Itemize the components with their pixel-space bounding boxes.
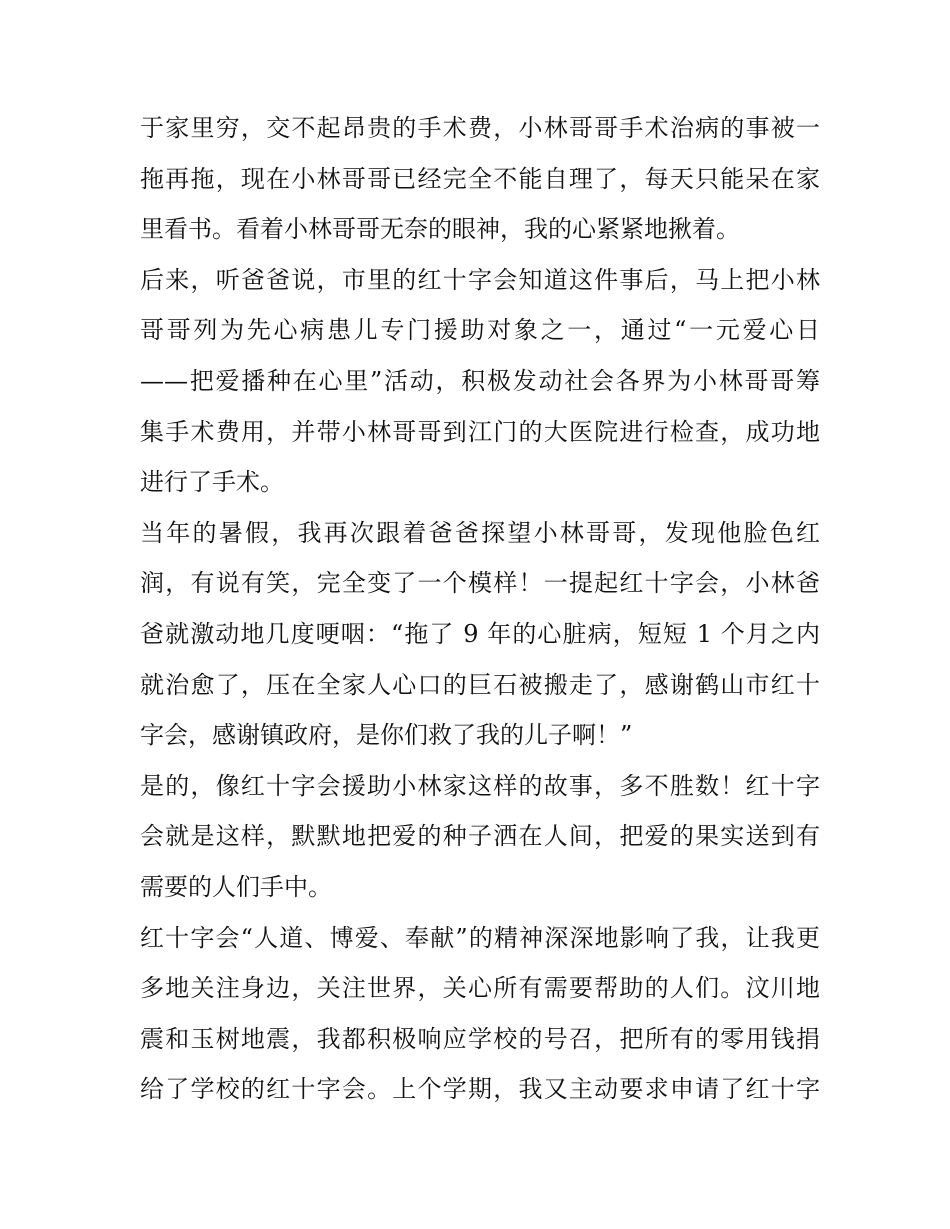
- text-line: 给了学校的红十字会。上个学期，我又主动要求申请了红十字: [140, 1075, 820, 1104]
- document-body: [140, 103, 820, 1115]
- text-line: 集手术费用，并带小林哥哥到江门的大医院进行检查，成功地: [140, 417, 820, 446]
- text-line: ——把爱播种在心里”活动，积极发动社会各界为小林哥哥筹: [140, 366, 820, 395]
- text-line: 就治愈了，压在全家人心口的巨石被搬走了，感谢鹤山市红十: [140, 670, 820, 699]
- text-line: 字会，感谢镇政府，是你们救了我的儿子啊！”: [140, 721, 633, 750]
- paragraph-4: [140, 761, 820, 913]
- paragraph-5: [140, 913, 820, 1115]
- text-line: 拖再拖，现在小林哥哥已经完全不能自理了，每天只能呆在家: [140, 164, 820, 193]
- text-line: 是的，像红十字会援助小林家这样的故事，多不胜数！红十字: [140, 771, 820, 800]
- text-line: 震和玉树地震，我都积极响应学校的号召，把所有的零用钱捐: [140, 1024, 820, 1053]
- paragraph-1: [140, 103, 820, 255]
- text-line: 需要的人们手中。: [140, 872, 332, 901]
- text-line: 当年的暑假，我再次跟着爸爸探望小林哥哥，发现他脸色红: [140, 518, 820, 547]
- paragraph-2: [140, 255, 820, 508]
- paragraph-3: [140, 508, 820, 761]
- text-line: 进行了手术。: [140, 468, 284, 497]
- text-line: 于家里穷，交不起昂贵的手术费，小林哥哥手术治病的事被一: [140, 114, 820, 142]
- text-line: 爸就激动地几度哽咽：“拖了 9 年的心脏病，短短 1 个月之内: [140, 619, 820, 648]
- text-line: 红十字会“人道、博爱、奉献”的精神深深地影响了我，让我更: [140, 923, 820, 952]
- text-line: 里看书。看着小林哥哥无奈的眼神，我的心紧紧地揪着。: [140, 215, 740, 244]
- text-line: 后来，听爸爸说，市里的红十字会知道这件事后，马上把小林: [140, 265, 820, 294]
- text-line: 哥哥列为先心病患儿专门援助对象之一，通过“一元爱心日: [140, 316, 820, 345]
- text-line: 会就是这样，默默地把爱的种子洒在人间，把爱的果实送到有: [140, 822, 820, 851]
- text-line: 多地关注身边，关注世界，关心所有需要帮助的人们。汶川地: [140, 974, 820, 1003]
- text-line: 润，有说有笑，完全变了一个模样！一提起红十字会，小林爸: [140, 569, 820, 598]
